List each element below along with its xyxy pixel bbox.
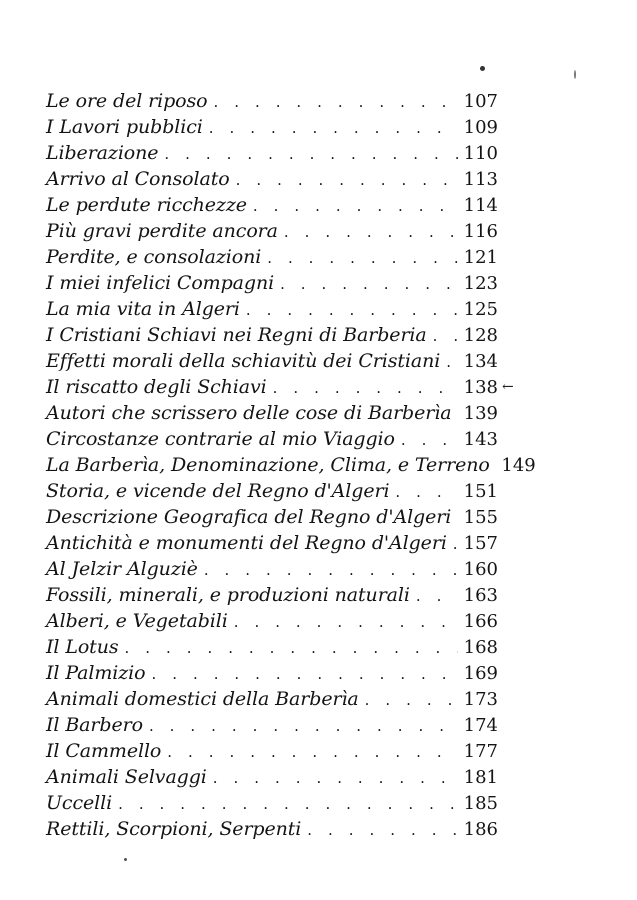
toc-entry	[46, 766, 498, 792]
toc-entry	[46, 246, 498, 272]
toc-entry-title: Arrivo al Consolato	[46, 168, 230, 190]
dot-leader	[301, 821, 458, 839]
toc-entry	[46, 558, 498, 584]
toc-entry-page: 151	[463, 481, 498, 502]
toc-entry-title: Il Barbero	[46, 714, 143, 736]
ink-speck	[574, 70, 576, 79]
dot-leader	[274, 275, 458, 293]
dot-leader	[198, 561, 458, 579]
toc-entry	[46, 402, 498, 428]
toc-entry	[46, 194, 498, 220]
toc-entry	[46, 532, 498, 558]
toc-entry-page: 125	[463, 299, 498, 320]
dot-leader	[207, 93, 458, 111]
dot-leader	[267, 379, 458, 397]
toc-entry-title: Le ore del riposo	[46, 90, 208, 112]
toc-entry-page: 134	[463, 351, 498, 372]
toc-entry-title: I miei infelici Compagni	[46, 272, 275, 294]
dot-leader	[447, 535, 458, 553]
dot-leader	[158, 145, 458, 163]
dot-leader	[119, 639, 458, 657]
toc-entry	[46, 610, 498, 636]
toc-entry-title: La Barberìa, Denominazione, Clima, e Terreno	[46, 454, 490, 476]
dot-leader	[228, 613, 458, 631]
toc-entry	[46, 142, 498, 168]
toc-entry-title: Il Cammello	[46, 740, 162, 762]
toc-entry-title: Alberi, e Vegetabili	[46, 610, 228, 632]
toc-entry-title: Animali domestici della Barberìa	[46, 688, 359, 710]
toc-entry	[46, 324, 498, 350]
toc-entry-page: 169	[463, 663, 498, 684]
toc-entry-page: 149	[501, 455, 536, 476]
toc-entry-title: Le perdute ricchezze	[46, 194, 247, 216]
toc-entry	[46, 454, 536, 480]
toc-entry-title: Circostanze contrarie al mio Viaggio	[46, 428, 395, 450]
toc-entry	[46, 298, 498, 324]
toc-entry-page: 113	[463, 169, 498, 190]
toc-entry	[46, 272, 498, 298]
dot-leader	[143, 717, 458, 735]
toc-entry	[46, 662, 498, 688]
toc-entry-title: Uccelli	[46, 792, 113, 814]
dot-leader	[427, 327, 458, 345]
toc-entry-page: 173	[463, 689, 498, 710]
toc-entry-title: Il Palmizio	[46, 662, 146, 684]
toc-entry-title: Effetti morali della schiavitù dei Cristiani	[46, 350, 441, 372]
toc-entry-page: 185	[463, 793, 498, 814]
toc-entry-page: 143	[463, 429, 498, 450]
dot-leader	[112, 795, 458, 813]
toc-entry-page: 121	[463, 247, 498, 268]
toc-entry-page: 160	[463, 559, 498, 580]
toc-entry-page: 138	[463, 377, 498, 398]
toc-entry-page: 128	[463, 325, 498, 346]
toc-entry-title: Il riscatto degli Schiavi	[46, 376, 267, 398]
dot-leader	[240, 301, 458, 319]
dot-leader	[389, 483, 458, 501]
dot-leader	[440, 353, 458, 371]
toc-entry-title: Storia, e vicende del Regno d'Algeri	[46, 480, 390, 502]
dot-leader	[410, 587, 458, 605]
dot-leader	[203, 119, 458, 137]
toc-entry-title: Perdite, e consolazioni	[46, 246, 262, 268]
toc-entry	[46, 220, 498, 246]
toc-entry-title: Antichità e monumenti del Regno d'Algeri	[46, 532, 447, 554]
toc-entry	[46, 116, 498, 142]
toc-entry-page: 123	[463, 273, 498, 294]
toc-entry	[46, 584, 498, 610]
toc-entry	[46, 792, 498, 818]
toc-entry-title: Il Lotus	[46, 636, 119, 658]
toc-entry-title: La mia vita in Algeri	[46, 298, 240, 320]
dot-leader	[261, 249, 458, 267]
toc-entry	[46, 740, 498, 766]
toc-entry-title: I Cristiani Schiavi nei Regni di Barberia	[46, 324, 427, 346]
toc-entry	[46, 506, 498, 532]
dot-leader	[278, 223, 458, 241]
toc-entry	[46, 688, 498, 714]
toc-entry-page: 114	[463, 195, 498, 216]
toc-entry	[46, 90, 498, 116]
toc-entry-page: 181	[463, 767, 498, 788]
toc-entry-page: 110	[463, 143, 498, 164]
dot-leader	[395, 431, 458, 449]
toc-entry	[46, 636, 498, 662]
dot-leader	[145, 665, 458, 683]
toc-entry-page: 168	[463, 637, 498, 658]
toc-entry-title: Descrizione Geografica del Regno d'Algeri	[46, 506, 452, 528]
toc-entry	[46, 818, 498, 844]
toc-entry-page: 186	[463, 819, 498, 840]
toc-entry	[46, 480, 498, 506]
toc-entry-page: 174	[463, 715, 498, 736]
dot-leader	[230, 171, 458, 189]
toc-entry	[46, 428, 498, 454]
ink-speck	[480, 66, 485, 71]
dot-leader	[161, 743, 458, 761]
dot-leader	[451, 509, 458, 527]
toc-entry-title: Liberazione	[46, 142, 159, 164]
toc-entry	[46, 168, 498, 194]
toc-entry	[46, 376, 498, 402]
toc-entry-page: 155	[463, 507, 498, 528]
toc-entry-page: 116	[463, 221, 498, 242]
toc-entry-page: 177	[463, 741, 498, 762]
toc-entry-page: 139	[463, 403, 498, 424]
toc-entry-title: Animali Selvaggi	[46, 766, 207, 788]
toc-entry	[46, 714, 498, 740]
toc-entry-title: Al Jelzir Alguziè	[46, 558, 198, 580]
toc-entry-page: 107	[463, 91, 498, 112]
dot-leader	[207, 769, 458, 787]
toc-entry-page: 109	[463, 117, 498, 138]
toc-entry-page: 163	[463, 585, 498, 606]
toc-entry-page: 166	[463, 611, 498, 632]
dot-leader	[359, 691, 458, 709]
toc-entry-page: 157	[463, 533, 498, 554]
toc-entry	[46, 350, 498, 376]
dot-leader	[247, 197, 458, 215]
toc-entry-title: Fossili, minerali, e produzioni naturali	[46, 584, 410, 606]
margin-arrow-mark: ←	[502, 379, 514, 395]
toc-entry-title: Più gravi perdite ancora	[46, 220, 278, 242]
ink-speck	[124, 858, 127, 861]
toc-entry-title: Rettili, Scorpioni, Serpenti	[46, 818, 302, 840]
toc-entry-title: Autori che scrissero delle cose di Barberìa	[46, 402, 452, 424]
toc-entry-title: I Lavori pubblici	[46, 116, 203, 138]
